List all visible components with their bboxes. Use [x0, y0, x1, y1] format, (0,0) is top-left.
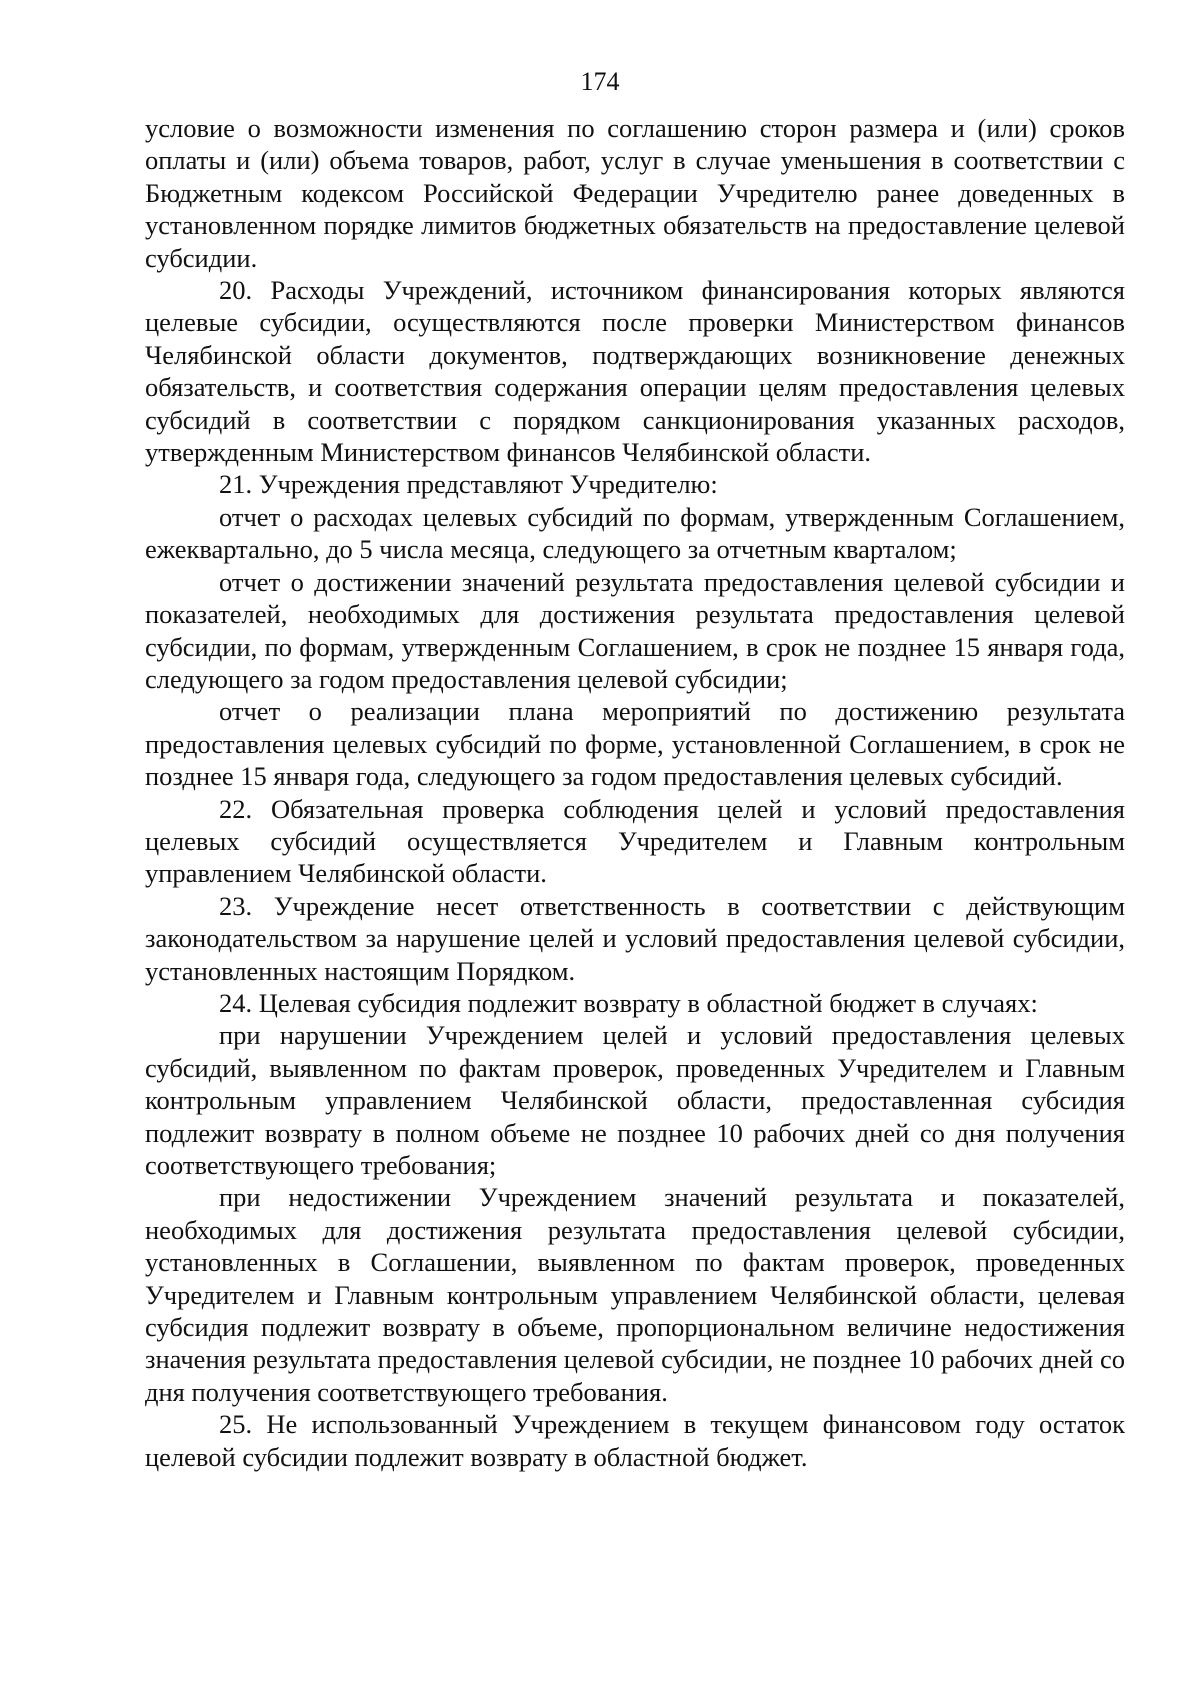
paragraph-item-23: 23. Учреждение несет ответственность в соответствии с действующим законодательством за нарушение целей и условий предоставления целевой субсидии, установленных настоящим Порядком. [145, 890, 1125, 986]
paragraph-return-nonachievement: при недостижении Учреждением значений результата и показателей, необходимых для достижения результата предоставления целевой субсидии, установленных в Соглашении, выявленном по фактам проверок, проведенных Учредителем и Главным контрольным управлением Челябинской области, целевая субсидия подлежит возврату в объеме, пропорциональном величине недостижения значения результата предоставления целевой субсидии, не позднее 10 рабочих дней со дня получения соответствующего требования. [145, 1182, 1125, 1407]
paragraph-item-21: 21. Учреждения представляют Учредителю: [219, 469, 718, 500]
paragraph-report-expenses: отчет о расходах целевых субсидий по формам, утвержденным Соглашением, ежеквартально, до 5 числа месяца, следующего за отчетным кварталом; [145, 501, 1125, 565]
paragraph-report-plan: отчет о реализации плана мероприятий по достижению результата предоставления целевых субсидий по форме, установленной Соглашением, в срок не позднее 15 января года, следующего за годом предоставления целевых субсидий. [145, 696, 1125, 792]
paragraph-item-25: 25. Не использованный Учреждением в текущем финансовом году остаток целевой субсидии подлежит возврату в областной бюджет. [145, 1409, 1125, 1472]
page-number: 174 [580, 67, 620, 96]
paragraph-return-violation: при нарушении Учреждением целей и условий предоставления целевых субсидий, выявленном по фактам проверок, проведенных Учредителем и Главным контрольным управлением Челябинской области, предоставленная субсидия подлежит возврату в полном объеме не позднее 10 рабочих дней со дня получения соответствующего требования; [145, 1020, 1125, 1180]
paragraph-item-22: 22. Обязательная проверка соблюдения целей и условий предоставления целевых субсидий осуществляется Учредителем и Главным контрольным управлением Челябинской области. [145, 793, 1125, 889]
paragraph-item-24: 24. Целевая субсидия подлежит возврату в областной бюджет в случаях: [219, 987, 1038, 1018]
document-body [145, 112, 1125, 1473]
paragraph-item-20: 20. Расходы Учреждений, источником финансирования которых являются целевые субсидии, осуществляются после проверки Министерством финансов Челябинской области документов, подтверждающих возникновение денежных обязательств, и соответствия содержания операции целям предоставления целевых субсидий в соответствии с порядком санкционирования указанных расходов, утвержденным Министерством финансов Челябинской области. [145, 275, 1125, 468]
paragraph-report-results: отчет о достижении значений результата предоставления целевой субсидии и показателей, необходимых для достижения результата предоставления целевой субсидии, по формам, утвержденным Соглашением, в срок не позднее 15 января года, следующего за годом предоставления целевой субсидии; [145, 566, 1125, 694]
paragraph-continuation: условие о возможности изменения по соглашению сторон размера и (или) сроков оплаты и (или) объема товаров, работ, услуг в случае уменьшения в соответствии с Бюджетным кодексом Российской Федерации Учредителю ранее доведенных в установленном порядке лимитов бюджетных обязательств на предоставление целевой субсидии. [145, 113, 1125, 273]
